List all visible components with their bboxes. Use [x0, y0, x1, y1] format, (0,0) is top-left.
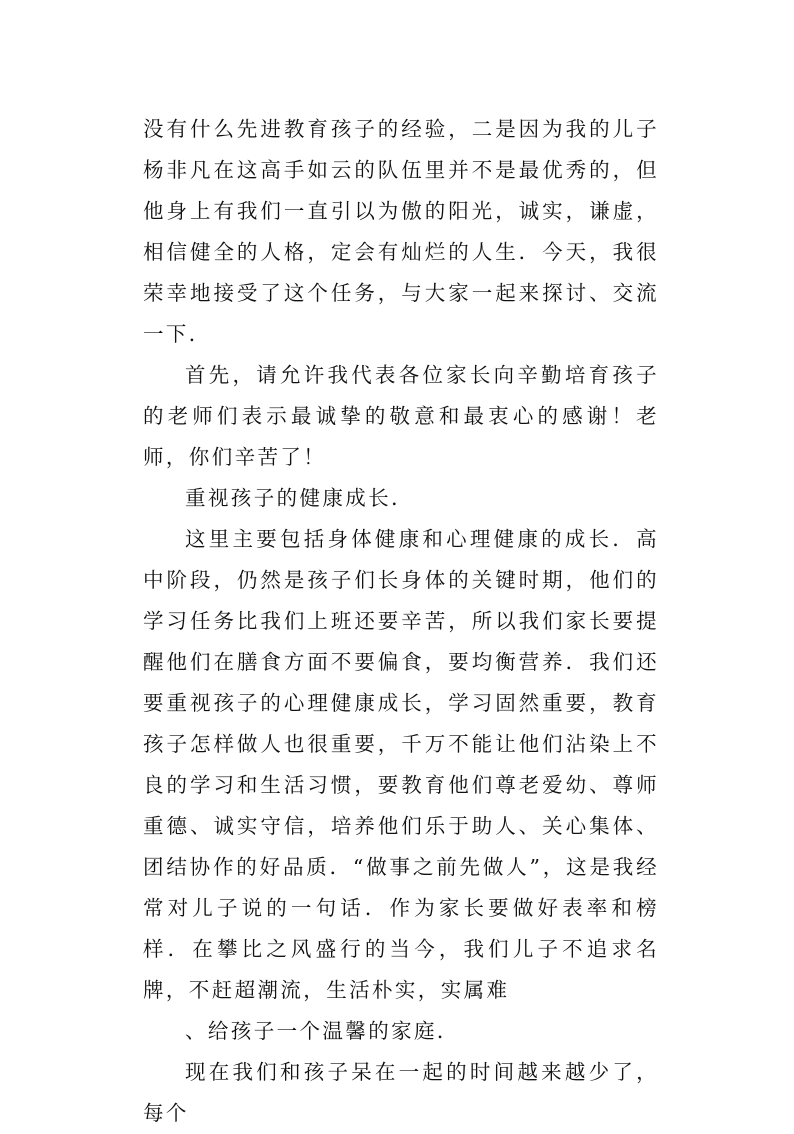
paragraph-time-with-children: 现在我们和孩子呆在一起的时间越来越少了，每个: [143, 1060, 659, 1125]
section-heading-healthy-growth: 重视孩子的健康成长．: [185, 486, 414, 510]
section-heading-warm-family: 、给孩子一个温馨的家庭．: [185, 1019, 460, 1043]
paragraph-thanks-teachers: 首先，请允许我代表各位家长向辛勤培育孩子的老师们表示最诚挚的敬意和最衷心的感谢！老师，你们辛苦了！: [143, 363, 659, 469]
paragraph-intro-continued: 没有什么先进教育孩子的经验，二是因为我的儿子杨非凡在这高手如云的队伍里并不是最优秀的，但他身上有我们一直引以为傲的阳光，诚实，谦虚，相信健全的人格，定会有灿烂的人生．今天，我很荣幸地接受了这个任务，与大家一起来探讨、交流一下．: [143, 117, 659, 346]
document-body: [143, 109, 659, 1134]
paragraph-health-details: 这里主要包括身体健康和心理健康的成长．高中阶段，仍然是孩子们长身体的关键时期，他们的学习任务比我们上班还要辛苦，所以我们家长要提醒他们在膳食方面不要偏食，要均衡营养．我们还要重视孩子的心理健康成长，学习固然重要，教育孩子怎样做人也很重要，千万不能让他们沾染上不良的学习和生活习惯，要教育他们尊老爱幼、尊师重德、诚实守信，培养他们乐于助人、关心集体、团结协作的好品质．“做事之前先做人”，这是我经常对儿子说的一句话．作为家长要做好表率和榜样．在攀比之风盛行的当今，我们儿子不追求名牌，不赶超潮流，生活朴实，实属难: [143, 527, 659, 1002]
